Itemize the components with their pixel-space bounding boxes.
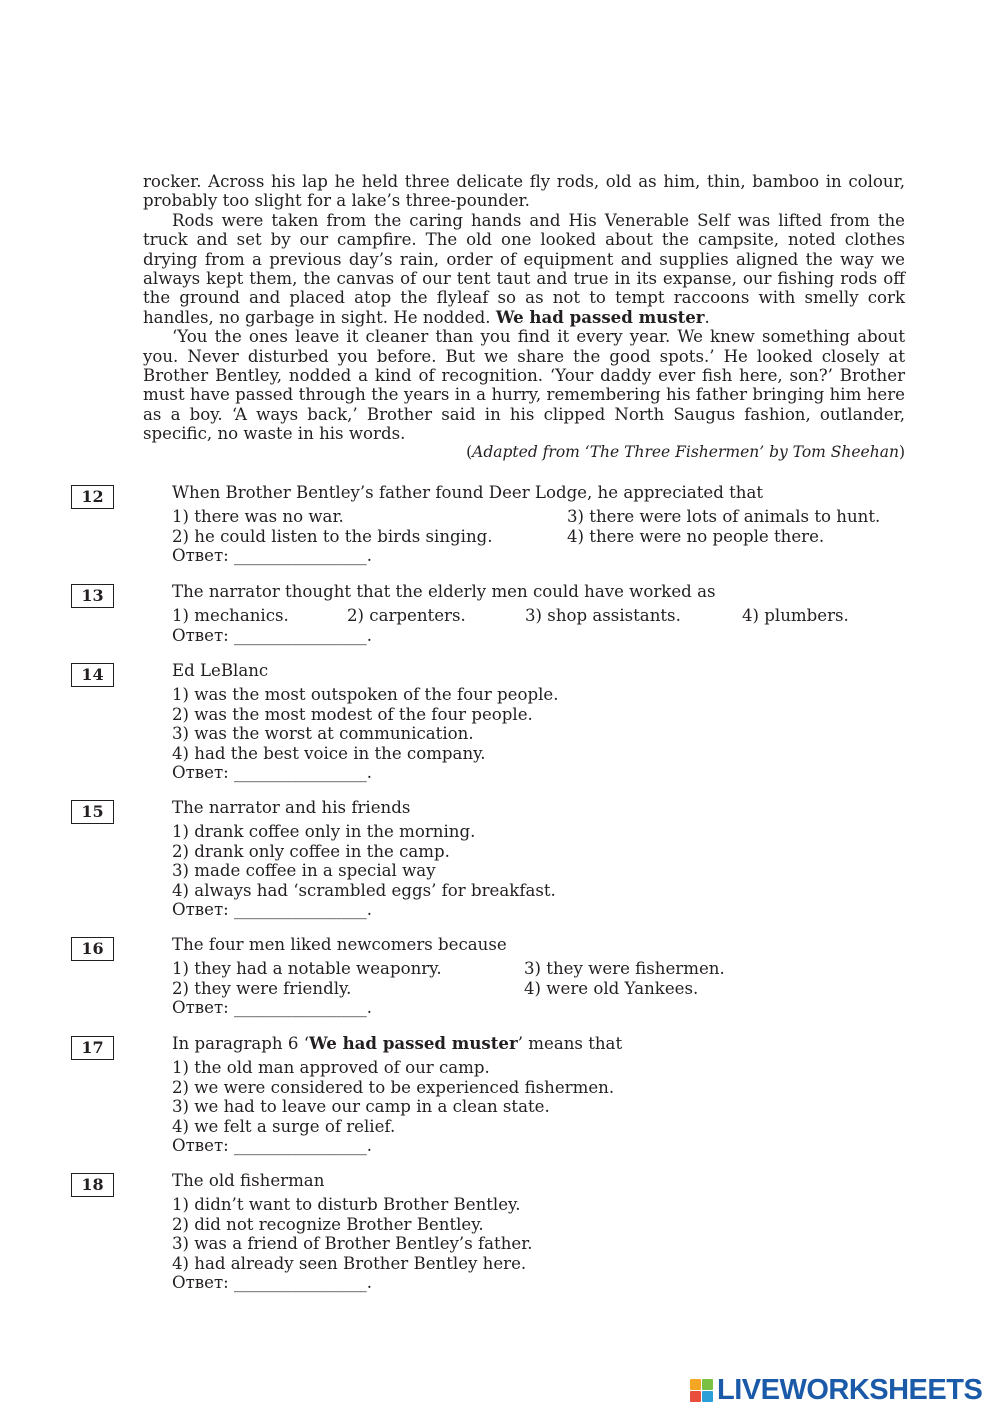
answer-option[interactable]: 4) plumbers. — [742, 606, 849, 626]
answer-option[interactable]: 1) the old man approved of our camp. — [172, 1058, 490, 1078]
logo-icon — [690, 1379, 713, 1402]
answer-option[interactable]: 1) mechanics. — [172, 606, 289, 626]
question-stem: Ed LeBlanc — [172, 661, 269, 680]
question-number: 13 — [71, 584, 114, 608]
answer-option[interactable]: 2) was the most modest of the four people. — [172, 704, 533, 724]
answer-option[interactable]: 2) carpenters. — [347, 606, 466, 626]
question-stem: When Brother Bentley’s father found Deer Lodge, he appreciated that — [172, 483, 764, 502]
answer-field[interactable]: Ответ: ________________. — [172, 625, 373, 645]
logo-square — [690, 1379, 701, 1390]
answer-option[interactable]: 4) we felt a surge of relief. — [172, 1116, 396, 1136]
answer-option[interactable]: 2) he could listen to the birds singing. — [172, 526, 493, 546]
answer-option[interactable]: 3) made coffee in a special way — [172, 861, 436, 881]
question-number: 16 — [71, 937, 114, 961]
answer-option[interactable]: 1) was the most outspoken of the four people. — [172, 685, 559, 705]
answer-option[interactable]: 4) had the best voice in the company. — [172, 743, 486, 763]
answer-option[interactable]: 3) they were fishermen. — [524, 959, 725, 979]
logo-square — [702, 1391, 713, 1402]
answer-option[interactable]: 4) always had ‘scrambled eggs’ for breakfast. — [172, 880, 556, 900]
answer-field[interactable]: Ответ: ________________. — [172, 1136, 373, 1156]
passage-paragraph: Rods were taken from the caring hands and His Venerable Self was lifted from the truck and set by our campfire. The old one looked about the campsite, noted clothes drying from a previous day’s rain, order of equipment and supplies aligned the way we always kept them, the canvas of our tent taut and true in its expanse, our fishing rods off the ground and placed atop the flyleaf so as not to tempt raccoons with smelly cork handles, no garbage in sight. He nodded. We had passed muster. — [143, 210, 905, 327]
logo-square — [690, 1391, 701, 1402]
question-stem: In paragraph 6 ‘We had passed muster’ means that — [172, 1033, 623, 1053]
question-number: 15 — [71, 800, 114, 824]
passage-paragraph: ‘You the ones leave it cleaner than you find it every year. We knew something about you. Never disturbed you before. But we share the good spots.’ He looked closely at Brother Bentley, nodded a kind of recognition. ‘Your daddy ever fish here, son?’ Brother must have passed through the years in a hurry, remembering his father bringing him here as a boy. ‘A ways back,’ Brother said in his clipped North Saugus fashion, outlander, specific, no waste in his words. — [143, 327, 905, 444]
answer-option[interactable]: 2) drank only coffee in the camp. — [172, 841, 450, 861]
answer-option[interactable]: 2) did not recognize Brother Bentley. — [172, 1214, 484, 1234]
answer-field[interactable]: Ответ: ________________. — [172, 998, 373, 1018]
answer-option[interactable]: 3) was the worst at communication. — [172, 724, 474, 744]
question-number: 14 — [71, 663, 114, 687]
answer-option[interactable]: 3) shop assistants. — [525, 606, 681, 626]
passage-paragraph: rocker. Across his lap he held three delicate fly rods, old as him, thin, bamboo in colour, probably too slight for a lake’s three-pounder. — [143, 172, 905, 211]
answer-field[interactable]: Ответ: ________________. — [172, 546, 373, 566]
answer-option[interactable]: 1) they had a notable weaponry. — [172, 959, 442, 979]
question-stem: The four men liked newcomers because — [172, 935, 507, 954]
key-phrase: We had passed muster — [495, 306, 705, 327]
answer-option[interactable]: 2) they were friendly. — [172, 978, 352, 998]
reading-passage — [143, 172, 905, 444]
answer-option[interactable]: 2) we were considered to be experienced fishermen. — [172, 1077, 615, 1097]
answer-option[interactable]: 4) were old Yankees. — [524, 978, 699, 998]
answer-option[interactable]: 3) there were lots of animals to hunt. — [567, 507, 881, 527]
question-stem: The narrator and his friends — [172, 798, 411, 817]
answer-field[interactable]: Ответ: ________________. — [172, 763, 373, 783]
answer-option[interactable]: 3) was a friend of Brother Bentley’s father. — [172, 1234, 533, 1254]
answer-option[interactable]: 4) there were no people there. — [567, 526, 825, 546]
question-stem: The narrator thought that the elderly men could have worked as — [172, 582, 716, 601]
answer-option[interactable]: 1) drank coffee only in the morning. — [172, 822, 476, 842]
question-number: 12 — [71, 485, 114, 509]
question-stem: The old fisherman — [172, 1171, 325, 1190]
question-number: 17 — [71, 1036, 114, 1060]
key-phrase: We had passed muster — [309, 1033, 518, 1053]
logo-text: LIVEWORKSHEETS — [717, 1374, 983, 1406]
answer-option[interactable]: 4) had already seen Brother Bentley here. — [172, 1253, 527, 1273]
answer-field[interactable]: Ответ: ________________. — [172, 1273, 373, 1293]
logo-square — [702, 1379, 713, 1390]
question-number: 18 — [71, 1173, 114, 1197]
liveworksheets-logo — [690, 1376, 982, 1404]
answer-option[interactable]: 1) there was no war. — [172, 507, 344, 527]
source-citation: (Adapted from ‘The Three Fishermen’ by Tom Sheehan) — [466, 443, 905, 461]
answer-option[interactable]: 1) didn’t want to disturb Brother Bentley. — [172, 1195, 521, 1215]
answer-field[interactable]: Ответ: ________________. — [172, 900, 373, 920]
answer-option[interactable]: 3) we had to leave our camp in a clean state. — [172, 1097, 550, 1117]
